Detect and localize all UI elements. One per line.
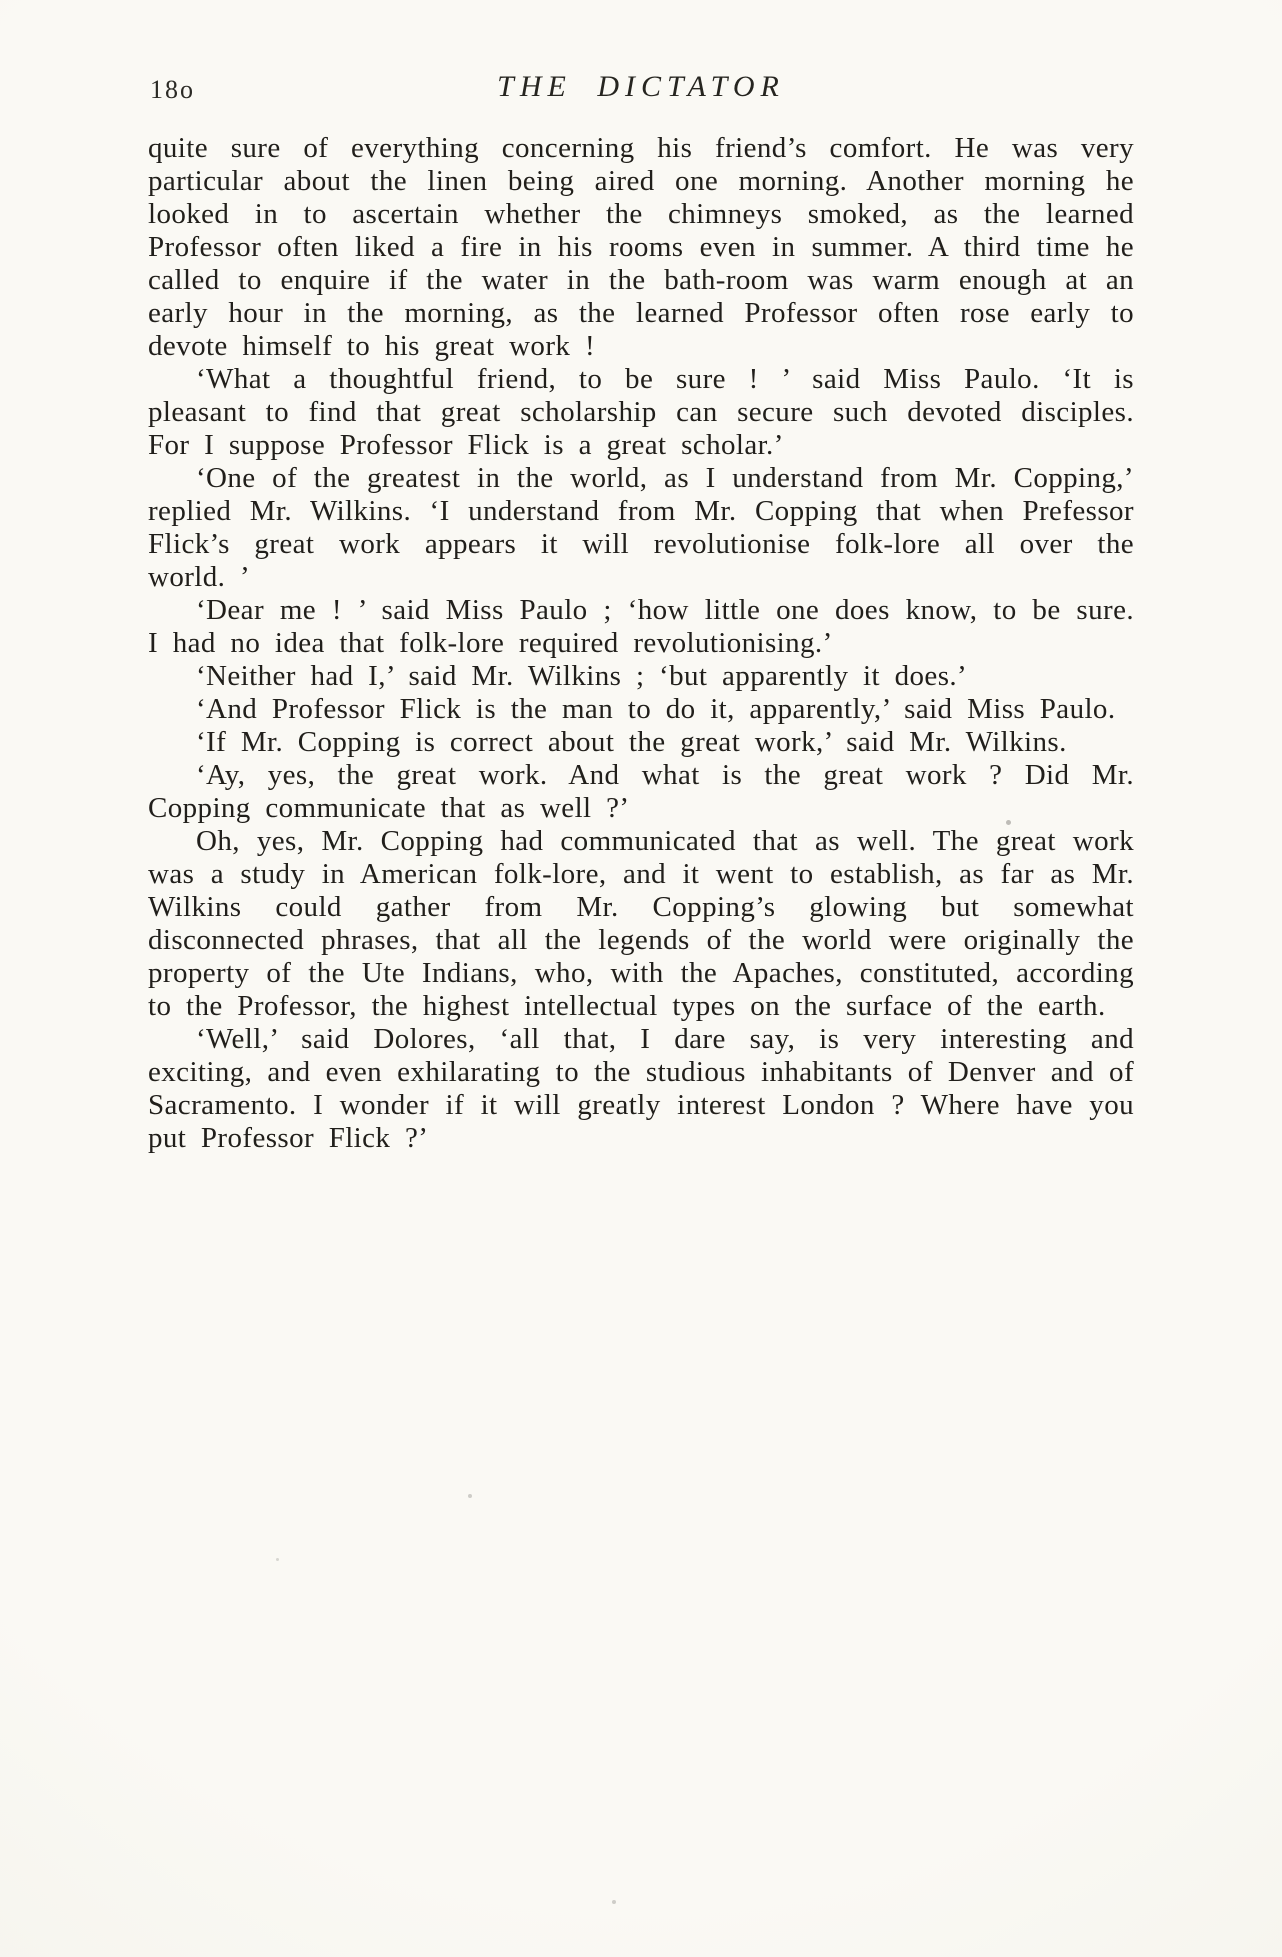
scan-speck [468,1494,472,1498]
text-block [148,70,1134,1155]
paragraph-7: ‘If Mr. Copping is correct about the great work,’ said Mr. Wilkins. [196,726,1067,758]
paragraph-3: ‘One of the greatest in the world, as I understand from Mr. Copping,’ replied Mr. Wilkins. ‘I understand from Mr. Copping that when Prefessor Flick’s great work appears it will revolutionise folk-lore all over the world. ’ [148,462,1134,593]
paragraph-2: ‘What a thoughtful friend, to be sure ! ’ said Miss Paulo. ‘It is pleasant to find that great scholarship can secure such devoted disciples. For I suppose Professor Flick is a great scholar.’ [148,363,1134,461]
scan-speck [1006,820,1011,825]
page-number: 18o [150,75,195,104]
paragraph-1: quite sure of everything concerning his friend’s comfort. He was very particular about the linen being aired one morning. Another morning he looked in to ascertain whether the chimneys smoked, as the learned Professor often liked a fire in his rooms even in summer. A third time he called to enquire if the water in the bath-room was warm enough at an early hour in the morning, as the learned Professor often rose early to devote himself to his great work ! [148,132,1134,362]
running-title: THE DICTATOR [497,70,785,103]
page-body [148,132,1134,1155]
scan-speck [612,1900,616,1904]
scan-speck [276,1558,279,1561]
paragraph-4: ‘Dear me ! ’ said Miss Paulo ; ‘how little one does know, to be sure. I had no idea that folk-lore required revolutionising.’ [148,594,1134,659]
paragraph-9: Oh, yes, Mr. Copping had communicated that as well. The great work was a study in American folk-lore, and it went to establish, as far as Mr. Wilkins could gather from Mr. Copping’s glowing but somewhat disconnected phrases, that all the legends of the world were originally the property of the Ute Indians, who, with the Apaches, constituted, according to the Professor, the highest intellectual types on the surface of the earth. [148,825,1134,1022]
paragraph-8: ‘Ay, yes, the great work. And what is the great work ? Did Mr. Copping communicate that as well ?’ [148,759,1134,824]
paragraph-6: ‘And Professor Flick is the man to do it, apparently,’ said Miss Paulo. [196,693,1116,725]
paragraph-5: ‘Neither had I,’ said Mr. Wilkins ; ‘but apparently it does.’ [196,660,968,692]
page-header [148,70,1134,106]
paragraph-10: ‘Well,’ said Dolores, ‘all that, I dare say, is very interesting and exciting, and even exhilarating to the studious inhabitants of Denver and of Sacramento. I wonder if it will greatly interest London ? Where have you put Professor Flick ?’ [148,1023,1134,1154]
